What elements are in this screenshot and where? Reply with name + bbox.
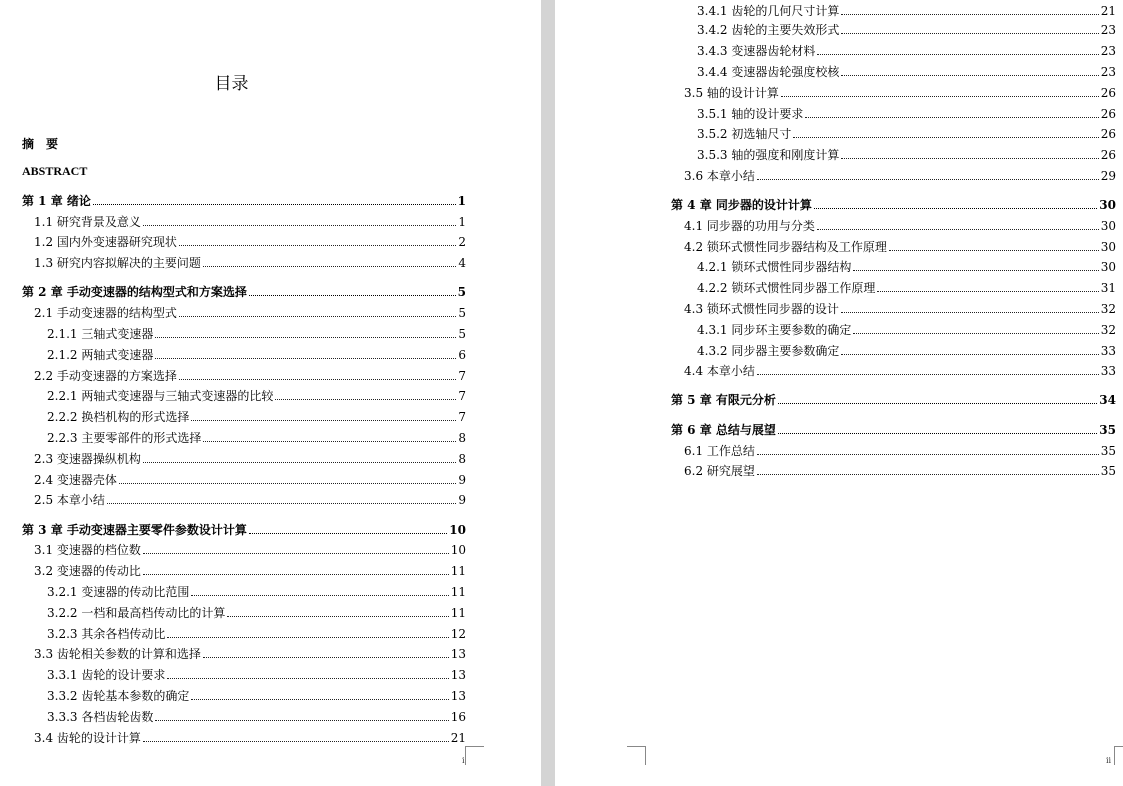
toc-entry[interactable] [47,688,466,704]
toc-entry[interactable] [47,326,466,342]
toc-entry[interactable] [34,646,466,662]
toc-entry-title: 1.3 研究内容拟解决的主要问题 [34,256,201,270]
toc-dot-leader [93,204,456,205]
toc-entry[interactable] [22,284,466,300]
toc-entry[interactable] [697,147,1116,163]
toc-entry-title: 第 6 章 总结与展望 [671,423,776,437]
toc-dot-leader [203,657,449,658]
toc-entry[interactable] [684,301,1116,317]
toc-entry-page-number: 13 [450,689,466,703]
document-page-left [0,0,541,786]
toc-dot-leader [119,483,456,484]
toc-entry[interactable] [697,64,1116,80]
toc-entry[interactable] [47,584,466,600]
toc-dot-leader [143,553,449,554]
toc-entry[interactable] [684,363,1116,379]
toc-dot-leader [191,595,448,596]
toc-entry-page-number: 26 [1100,86,1116,100]
toc-dot-leader [249,533,447,534]
toc-entry-page-number: 4 [458,256,466,270]
toc-entry-page-number: 30 [1100,219,1116,233]
toc-entry-page-number: 23 [1100,65,1116,79]
toc-entry[interactable] [34,368,466,384]
toc-entry-title: 2.2.3 主要零部件的形式选择 [47,431,202,445]
toc-dot-leader [757,454,1099,455]
page-corner-mark [1114,746,1123,765]
toc-entry-page-number: 7 [458,389,466,403]
toc-entry-page-number: 30 [1100,260,1116,274]
toc-entry-title: 第 1 章 绪论 [22,194,91,208]
toc-entry[interactable] [34,234,466,250]
toc-entry[interactable] [22,522,466,538]
toc-entry[interactable] [684,218,1116,234]
toc-entry[interactable] [47,409,466,425]
toc-entry-page-number: 23 [1100,44,1116,58]
toc-entry-title: 4.3 锁环式惯性同步器的设计 [684,302,839,316]
toc-entry-title: 3.2.2 一档和最高档传动比的计算 [47,606,226,620]
toc-entry[interactable] [697,280,1116,296]
toc-entry-title: 3.3.2 齿轮基本参数的确定 [47,689,190,703]
toc-entry[interactable] [34,492,466,508]
toc-entry-page-number: 29 [1100,169,1116,183]
toc-entry-title: 2.1 手动变速器的结构型式 [34,306,177,320]
toc-entry[interactable] [47,347,466,363]
toc-entry[interactable] [697,22,1116,38]
toc-dot-leader [781,96,1099,97]
toc-entry-title: 3.2.1 变速器的传动比范围 [47,585,190,599]
toc-entry[interactable] [684,85,1116,101]
toc-dot-leader [778,433,1097,434]
toc-entry-page-number: 5 [457,285,466,299]
toc-entry[interactable] [47,709,466,725]
toc-entry-title: 2.3 变速器操纵机构 [34,452,141,466]
toc-entry-page-number: 16 [450,710,466,724]
toc-entry-page-number: 7 [458,369,466,383]
toc-dot-leader [275,399,456,400]
toc-entry-page-number: 32 [1100,323,1116,337]
toc-entry[interactable] [697,126,1116,142]
toc-entry-title: 3.5 轴的设计计算 [684,86,779,100]
toc-entry[interactable] [697,259,1116,275]
toc-entry-page-number: 21 [1100,4,1116,18]
toc-entry-title: 2.2.1 两轴式变速器与三轴式变速器的比较 [47,389,274,403]
toc-entry-title: 3.4 齿轮的设计计算 [34,731,141,745]
toc-entry[interactable] [697,3,1116,19]
toc-title: 目录 [214,74,249,94]
toc-entry-page-number: 6 [458,348,466,362]
toc-dot-leader [155,337,456,338]
page-number: i [462,756,465,765]
toc-entry-title: 3.4.2 齿轮的主要失效形式 [697,23,840,37]
toc-dot-leader [817,54,1098,55]
toc-dot-leader [889,250,1099,251]
toc-entry-page-number: 21 [450,731,466,745]
toc-dot-leader [167,637,448,638]
toc-entry-page-number: 30 [1100,240,1116,254]
toc-entry-title: 1.2 国内外变速器研究现状 [34,235,177,249]
toc-entry-page-number: 7 [458,410,466,424]
page-corner-mark [627,746,646,765]
toc-entry-page-number: 2 [458,235,466,249]
toc-dot-leader [203,266,456,267]
toc-entry-title: 6.1 工作总结 [684,444,755,458]
toc-entry-title: 3.5.3 轴的强度和刚度计算 [697,148,840,162]
toc-entry-abstract-en: ABSTRACT [22,164,88,178]
toc-entry-title: 第 5 章 有限元分析 [671,393,776,407]
toc-entry-title: 4.1 同步器的功用与分类 [684,219,815,233]
toc-entry[interactable] [47,626,466,642]
toc-entry-page-number: 32 [1100,302,1116,316]
toc-entry[interactable] [684,168,1116,184]
toc-dot-leader [814,208,1097,209]
toc-dot-leader [793,137,1098,138]
toc-entry[interactable] [34,730,466,746]
toc-entry[interactable] [684,443,1116,459]
toc-entry-page-number: 13 [450,668,466,682]
toc-entry-title: 4.2.2 锁环式惯性同步器工作原理 [697,281,876,295]
toc-dot-leader [155,358,456,359]
toc-entry[interactable] [697,343,1116,359]
toc-entry-title: 4.2 锁环式惯性同步器结构及工作原理 [684,240,887,254]
toc-entry-page-number: 26 [1100,107,1116,121]
toc-dot-leader [179,245,456,246]
toc-entry-title: 3.6 本章小结 [684,169,755,183]
toc-entry-page-number: 26 [1100,127,1116,141]
toc-dot-leader [179,316,456,317]
toc-entry-title: 3.1 变速器的档位数 [34,543,141,557]
page-number: ii [1106,756,1112,765]
toc-dot-leader [853,270,1098,271]
toc-entry-title: 第 3 章 手动变速器主要零件参数设计计算 [22,523,247,537]
document-page-right [555,0,1123,786]
toc-entry-page-number: 10 [449,523,466,537]
toc-entry-title: 6.2 研究展望 [684,464,755,478]
page-corner-mark [465,746,484,765]
toc-entry-title: 3.3 齿轮相关参数的计算和选择 [34,647,201,661]
toc-dot-leader [817,229,1099,230]
toc-entry-page-number: 10 [450,543,466,557]
toc-entry-page-number: 11 [450,606,466,620]
toc-dot-leader [805,117,1098,118]
toc-entry-page-number: 31 [1100,281,1116,295]
toc-entry-title: 2.2 手动变速器的方案选择 [34,369,177,383]
toc-dot-leader [877,291,1098,292]
toc-dot-leader [841,158,1098,159]
toc-dot-leader [778,403,1097,404]
toc-entry[interactable] [34,214,466,230]
toc-entry-page-number: 33 [1100,364,1116,378]
toc-entry[interactable] [34,305,466,321]
toc-dot-leader [757,374,1099,375]
toc-entry[interactable] [34,451,466,467]
toc-dot-leader [167,678,448,679]
toc-entry-page-number: 34 [1099,393,1116,407]
toc-entry-title: 2.5 本章小结 [34,493,105,507]
toc-dot-leader [853,333,1098,334]
toc-dot-leader [203,441,456,442]
toc-entry-page-number: 1 [458,215,466,229]
toc-dot-leader [191,420,456,421]
toc-entry-title: 3.4.1 齿轮的几何尺寸计算 [697,4,840,18]
toc-entry-page-number: 35 [1099,423,1116,437]
toc-entry[interactable] [34,542,466,558]
toc-entry-title: 4.4 本章小结 [684,364,755,378]
toc-entry-title: 2.2.2 换档机构的形式选择 [47,410,190,424]
toc-entry-page-number: 12 [450,627,466,641]
toc-entry-page-number: 26 [1100,148,1116,162]
toc-entry-page-number: 23 [1100,23,1116,37]
toc-entry-title: 4.3.2 同步器主要参数确定 [697,344,840,358]
toc-entry-title: 3.3.3 各档齿轮齿数 [47,710,154,724]
toc-entry-title: 3.4.4 变速器齿轮强度校核 [697,65,840,79]
toc-entry-page-number: 30 [1099,198,1116,212]
toc-entry[interactable] [697,43,1116,59]
toc-entry-title: 4.3.1 同步环主要参数的确定 [697,323,852,337]
toc-entry-title: 3.2 变速器的传动比 [34,564,141,578]
toc-dot-leader [249,295,456,296]
toc-entry-page-number: 11 [450,564,466,578]
toc-entry[interactable] [34,255,466,271]
toc-entry-page-number: 11 [450,585,466,599]
toc-entry-title: 1.1 研究背景及意义 [34,215,141,229]
toc-dot-leader [841,312,1099,313]
toc-entry-title: 3.4.3 变速器齿轮材料 [697,44,816,58]
toc-entry[interactable] [684,463,1116,479]
toc-entry[interactable] [47,605,466,621]
toc-entry-title: 第 4 章 同步器的设计计算 [671,198,812,212]
toc-entry-page-number: 35 [1100,464,1116,478]
toc-entry[interactable] [671,422,1116,438]
toc-dot-leader [757,179,1099,180]
toc-dot-leader [155,720,448,721]
toc-dot-leader [841,33,1098,34]
toc-entry-page-number: 9 [458,473,466,487]
toc-entry-title: 2.1.1 三轴式变速器 [47,327,154,341]
toc-entry-abstract-cn: 摘 要 [22,137,59,151]
toc-entry-page-number: 9 [458,493,466,507]
toc-dot-leader [143,462,456,463]
toc-entry-page-number: 5 [458,327,466,341]
toc-entry-title: 3.3.1 齿轮的设计要求 [47,668,166,682]
toc-entry[interactable] [34,472,466,488]
toc-entry[interactable] [697,322,1116,338]
toc-entry-title: 3.5.2 初选轴尺寸 [697,127,792,141]
toc-entry-page-number: 13 [450,647,466,661]
toc-dot-leader [841,75,1098,76]
toc-dot-leader [841,14,1098,15]
toc-entry[interactable] [34,563,466,579]
toc-entry-page-number: 8 [458,452,466,466]
toc-entry-title: 2.1.2 两轴式变速器 [47,348,154,362]
toc-dot-leader [227,616,448,617]
toc-entry-title: 3.2.3 其余各档传动比 [47,627,166,641]
toc-entry[interactable] [684,239,1116,255]
toc-entry-page-number: 8 [458,431,466,445]
toc-entry[interactable] [47,667,466,683]
page-gutter [541,0,555,786]
toc-dot-leader [107,503,456,504]
toc-entry-page-number: 1 [457,194,466,208]
toc-entry[interactable] [47,430,466,446]
toc-dot-leader [143,741,449,742]
toc-dot-leader [179,379,456,380]
toc-dot-leader [757,474,1099,475]
toc-entry[interactable] [697,106,1116,122]
toc-dot-leader [143,574,449,575]
toc-entry[interactable] [671,392,1116,408]
toc-dot-leader [143,225,456,226]
toc-entry-page-number: 33 [1100,344,1116,358]
toc-entry-title: 4.2.1 锁环式惯性同步器结构 [697,260,852,274]
toc-entry[interactable] [671,197,1116,213]
toc-entry-title: 2.4 变速器壳体 [34,473,117,487]
toc-entry-title: 3.5.1 轴的设计要求 [697,107,804,121]
toc-dot-leader [191,699,448,700]
toc-entry-page-number: 35 [1100,444,1116,458]
toc-entry[interactable] [22,193,466,209]
toc-dot-leader [841,354,1098,355]
toc-entry-title: 第 2 章 手动变速器的结构型式和方案选择 [22,285,247,299]
toc-entry-page-number: 5 [458,306,466,320]
toc-entry[interactable] [47,388,466,404]
